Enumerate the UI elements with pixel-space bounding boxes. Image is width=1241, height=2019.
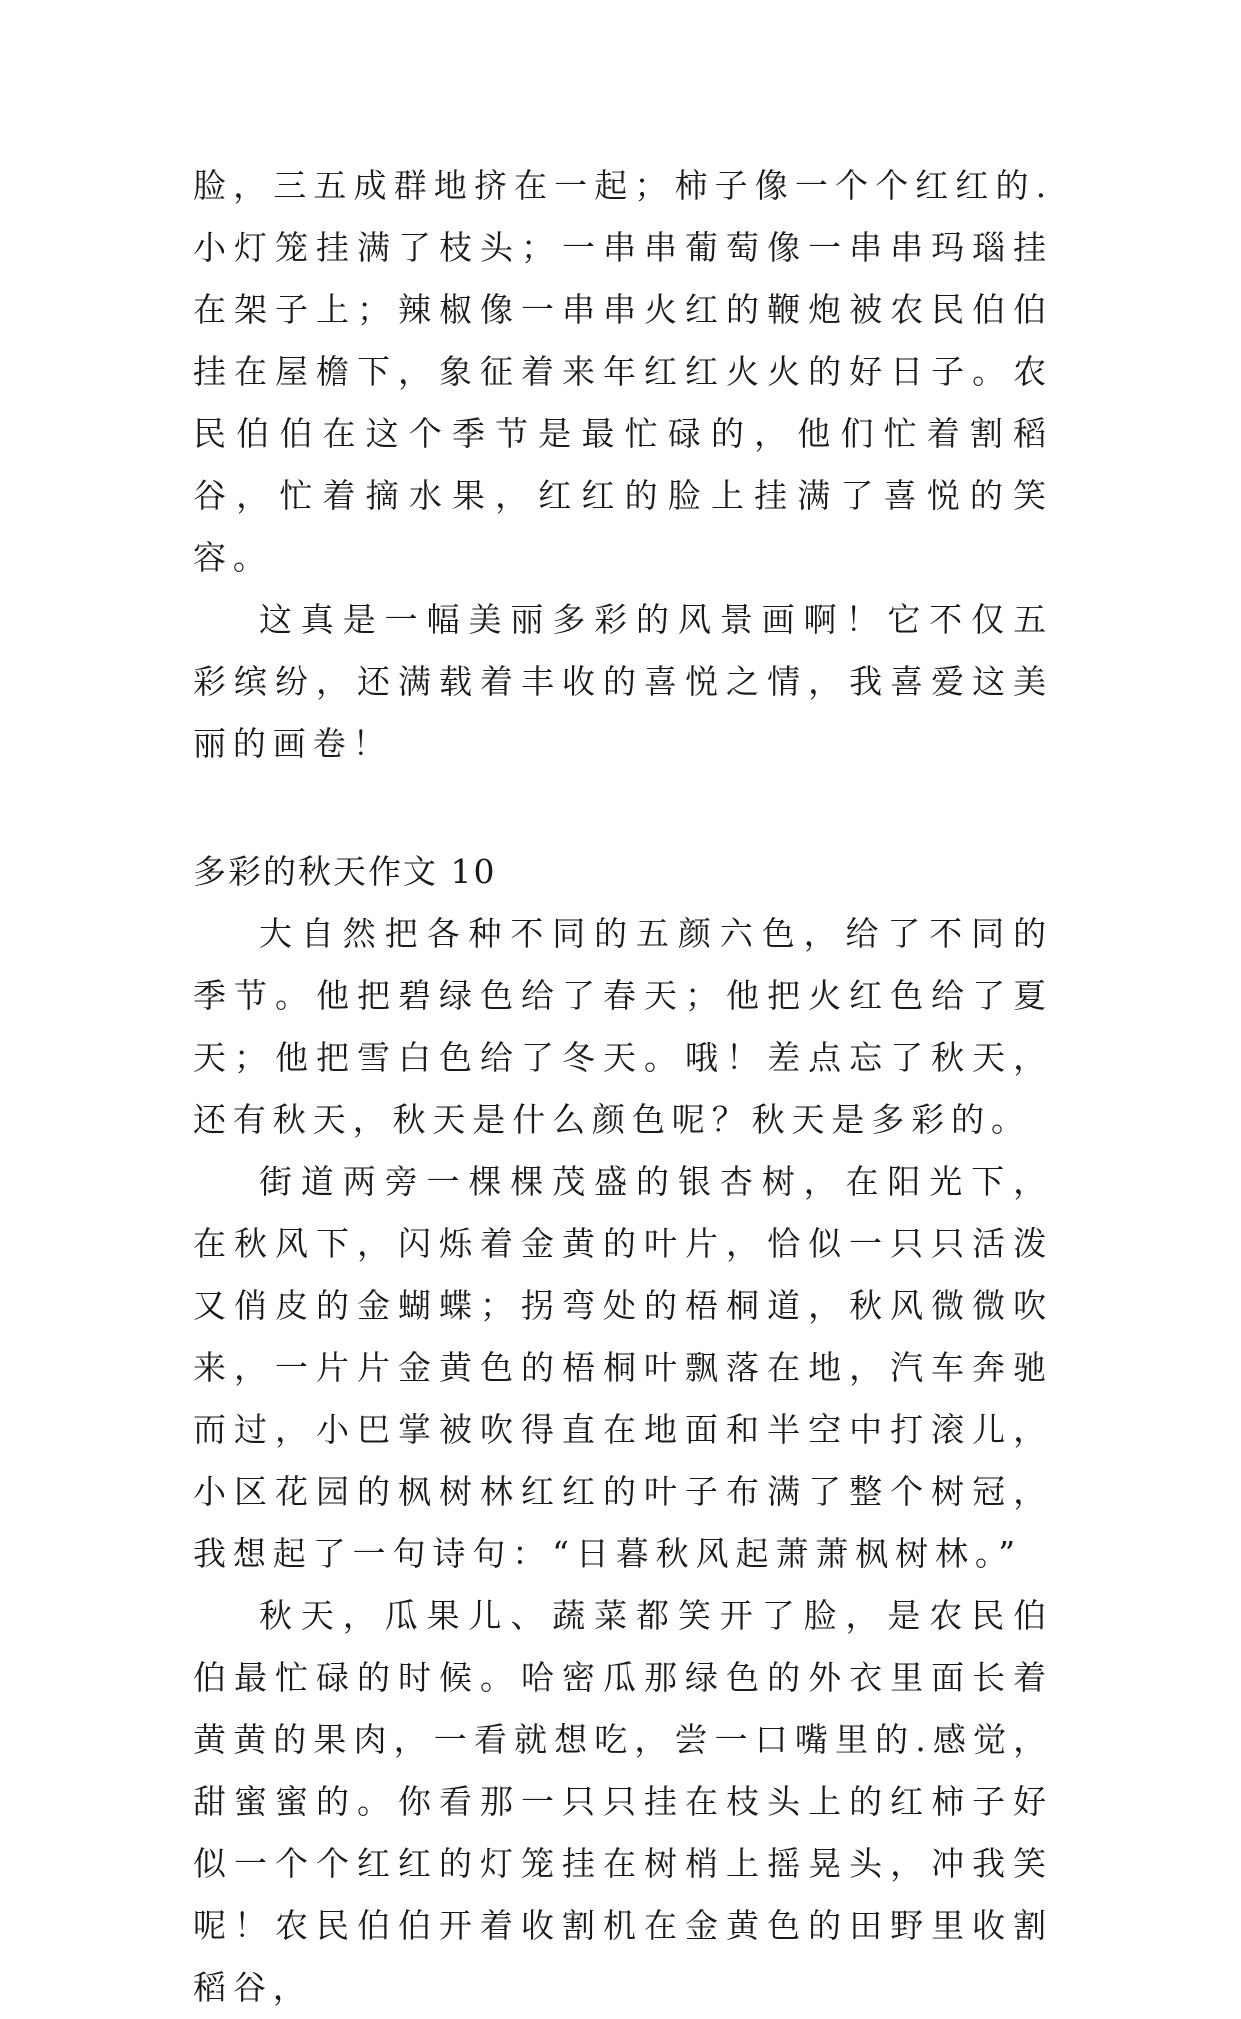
- section-title: 多彩的秋天作文 10: [193, 852, 497, 891]
- section-paragraph: 大自然把各种不同的五颜六色，给了不同的季节。他把碧绿色给了春天；他把火红色给了夏天；他把雪白色给了冬天。哦！差点忘了秋天，还有秋天，秋天是什么颜色呢？秋天是多彩的。: [193, 914, 1053, 1139]
- section-paragraph: 街道两旁一棵棵茂盛的银杏树，在阳光下，在秋风下，闪烁着金黄的叶片，恰似一只只活泼又俏皮的金蝴蝶；拐弯处的梧桐道，秋风微微吹来，一片片金黄色的梧桐叶飘落在地，汽车奔驰而过，小巴掌被吹得直在地面和半空中打滚儿，小区花园的枫树林红红的叶子布满了整个树冠，我想起了一句诗句：“日暮秋风起萧萧枫树林。”: [193, 1162, 1053, 1573]
- document-body: [193, 155, 1053, 2019]
- closing-paragraph: 这真是一幅美丽多彩的风景画啊！它不仅五彩缤纷，还满载着丰收的喜悦之情，我喜爱这美丽的画卷！: [193, 600, 1053, 763]
- continued-paragraph: 脸，三五成群地挤在一起；柿子像一个个红红的.小灯笼挂满了枝头；一串串葡萄像一串串玛瑙挂在架子上；辣椒像一串串火红的鞭炮被农民伯伯挂在屋檐下，象征着来年红红火火的好日子。农民伯伯在这个季节是最忙碌的，他们忙着割稻谷，忙着摘水果，红红的脸上挂满了喜悦的笑容。: [193, 166, 1053, 577]
- section-paragraph: 秋天，瓜果儿、蔬菜都笑开了脸，是农民伯伯最忙碌的时候。哈密瓜那绿色的外衣里面长着黄黄的果肉，一看就想吃，尝一口嘴里的.感觉，甜蜜蜜的。你看那一只只挂在枝头上的红柿子好似一个个红红的灯笼挂在树梢上摇晃头，冲我笑呢！农民伯伯开着收割机在金黄色的田野里收割稻谷，: [193, 1596, 1053, 2007]
- section-gap: [193, 775, 1053, 841]
